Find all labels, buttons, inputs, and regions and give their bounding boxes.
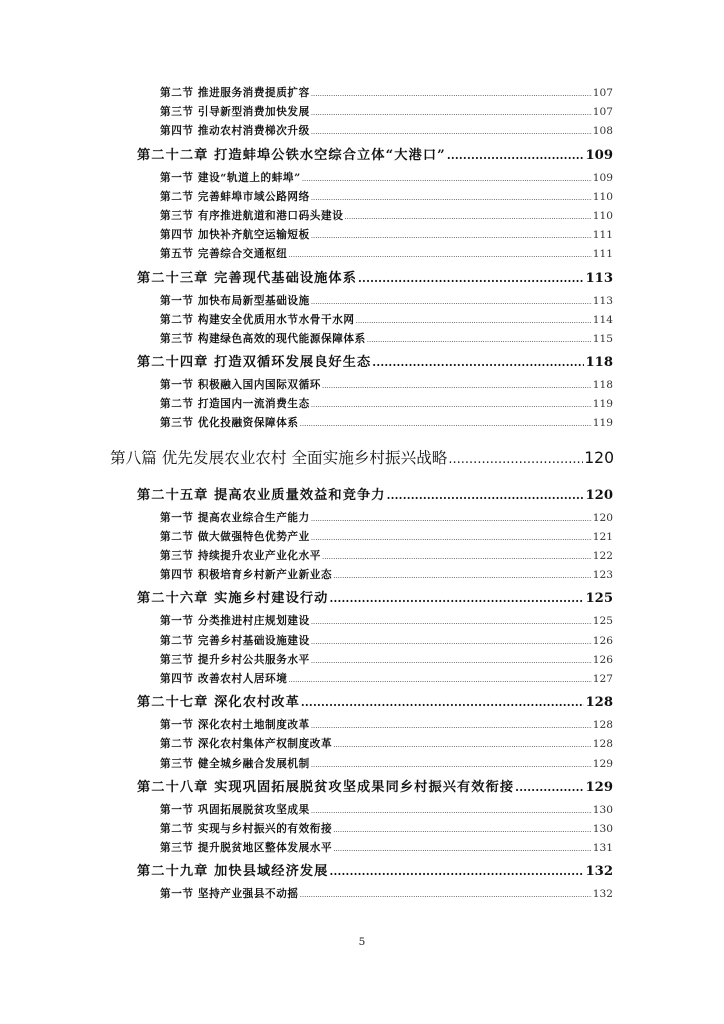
dot-leader <box>322 377 592 396</box>
toc-entry-title: 第一节 巩固拓展脱贫攻坚成果 <box>160 803 310 816</box>
toc-entry-title: 第三节 持续提升农业产业化水平 <box>160 550 321 562</box>
toc-entry-title: 第一节 提高农业综合生产能力 <box>160 511 310 524</box>
toc-entry-page: 119 <box>592 398 613 411</box>
dot-leader <box>387 482 585 509</box>
toc-entry-title: 第二十九章 加快县域经济发展 <box>137 864 329 880</box>
dot-leader <box>515 774 584 801</box>
toc-entry-section[interactable] <box>160 311 613 330</box>
toc-entry-page: 109 <box>585 147 613 163</box>
dot-leader <box>301 689 585 716</box>
toc-entry-section[interactable] <box>160 330 613 349</box>
dot-leader <box>311 227 592 246</box>
toc-entry-section[interactable] <box>160 839 613 858</box>
toc-entry-title: 第四节 改善农村人居环境 <box>160 672 288 685</box>
toc-entry-page: 121 <box>592 530 613 543</box>
dot-leader <box>311 293 592 312</box>
toc-entry-page: 109 <box>592 171 613 184</box>
toc-entry-page: 127 <box>592 672 613 685</box>
toc-entry-section[interactable] <box>160 566 613 585</box>
toc-entry-chapter[interactable] <box>137 585 613 612</box>
toc-entry-title: 第三节 健全城乡融合发展机制 <box>160 757 310 770</box>
toc-entry-title: 第二节 完善乡村基础设施建设 <box>160 634 310 647</box>
toc-entry-title: 第三节 构建绿色高效的现代能源保障体系 <box>160 332 366 345</box>
toc-entry-page: 131 <box>592 842 613 855</box>
dot-leader <box>311 85 592 104</box>
toc-entry-section[interactable] <box>160 122 613 141</box>
dot-leader <box>302 170 592 189</box>
toc-entry-section[interactable] <box>160 395 613 414</box>
toc-entry-page: 120 <box>584 448 614 467</box>
toc-entry-title: 第二节 完善蚌埠市域公路网络 <box>160 190 310 203</box>
toc-entry-page: 107 <box>592 87 613 99</box>
toc-entry-section[interactable] <box>160 376 613 395</box>
toc-entry-title: 第二十四章 打造双循环发展良好生态 <box>137 355 372 371</box>
dot-leader <box>333 821 592 840</box>
toc-entry-page: 119 <box>592 417 613 430</box>
dot-leader <box>300 415 592 434</box>
toc-entry-page: 120 <box>585 487 613 503</box>
toc-entry-page: 125 <box>592 615 613 628</box>
dot-leader <box>333 567 592 586</box>
dot-leader <box>300 886 592 905</box>
toc-entry-chapter[interactable] <box>137 482 613 509</box>
dot-leader <box>311 802 592 821</box>
toc-entry-part[interactable] <box>110 434 614 482</box>
dot-leader <box>344 208 591 227</box>
toc-entry-title: 第二十五章 提高农业质量效益和竞争力 <box>137 487 386 503</box>
toc-entry-page: 113 <box>592 294 613 307</box>
toc-entry-page: 125 <box>585 591 613 607</box>
toc-entry-chapter[interactable] <box>137 689 613 716</box>
dot-leader <box>311 633 592 652</box>
dot-leader <box>329 585 584 612</box>
toc-entry-section[interactable] <box>160 716 613 735</box>
toc-entry-title: 第二十三章 完善现代基础设施体系 <box>137 270 358 286</box>
toc-entry-title: 第四节 推动农村消费梯次升级 <box>160 125 310 138</box>
toc-entry-page: 129 <box>592 757 613 770</box>
toc-entry-title: 第四节 加快补齐航空运输短板 <box>160 229 310 242</box>
dot-leader <box>356 312 592 331</box>
dot-leader <box>358 265 584 292</box>
toc-entry-page: 111 <box>592 248 613 261</box>
toc-entry-section[interactable] <box>160 103 613 122</box>
page-number: 5 <box>358 936 366 948</box>
toc-entry-section[interactable] <box>160 509 613 528</box>
toc-entry-title: 第二节 打造国内一流消费生态 <box>160 398 310 411</box>
toc-entry-page: 118 <box>592 379 613 392</box>
dot-leader <box>311 717 592 736</box>
toc-entry-title: 第二节 推进服务消费提质扩容 <box>160 87 310 99</box>
toc-entry-page: 122 <box>592 550 613 562</box>
toc-entry-title: 第一节 积极融入国内国际双循环 <box>160 379 321 392</box>
toc-entry-page: 129 <box>585 779 613 795</box>
toc-entry-section[interactable] <box>160 528 613 547</box>
dot-leader <box>311 189 592 208</box>
toc-entry-chapter[interactable] <box>137 349 613 376</box>
toc-entry-title: 第八篇 优先发展农业农村 全面实施乡村振兴战略 <box>110 448 448 467</box>
toc-entry-page: 130 <box>592 822 613 835</box>
toc-entry-page: 126 <box>592 634 613 647</box>
toc-entry-section[interactable] <box>160 414 613 433</box>
toc-entry-title: 第二十六章 实施乡村建设行动 <box>137 591 329 607</box>
toc-entry-chapter[interactable] <box>137 265 613 292</box>
toc-entry-page: 126 <box>592 653 613 666</box>
dot-leader <box>288 246 591 265</box>
toc-entry-title: 第二节 构建安全优质用水节水骨干水网 <box>160 313 355 326</box>
toc-entry-page: 130 <box>592 803 613 816</box>
dot-leader <box>311 613 592 632</box>
toc-entry-page: 132 <box>585 864 613 880</box>
toc-entry-page: 118 <box>585 355 613 371</box>
toc-entry-title: 第三节 优化投融资保障体系 <box>160 417 299 430</box>
dot-leader <box>322 548 592 567</box>
toc-entry-section[interactable] <box>160 885 613 904</box>
dot-leader <box>311 652 592 671</box>
toc-entry-chapter[interactable] <box>137 142 613 169</box>
toc-entry-page: 108 <box>592 125 613 138</box>
toc-entry-chapter[interactable] <box>137 774 613 801</box>
toc-entry-section[interactable] <box>160 801 613 820</box>
toc-entry-section[interactable] <box>160 226 613 245</box>
table-of-contents <box>0 84 724 904</box>
toc-entry-title: 第二十八章 实现巩固拓展脱贫攻坚成果同乡村振兴有效衔接 <box>137 779 515 795</box>
dot-leader <box>311 396 592 415</box>
dot-leader <box>311 529 592 548</box>
toc-entry-page: 128 <box>592 738 613 751</box>
toc-entry-section[interactable] <box>160 651 613 670</box>
toc-entry-title: 第二节 深化农村集体产权制度改革 <box>160 738 333 751</box>
toc-entry-page: 110 <box>592 209 613 222</box>
toc-entry-section[interactable] <box>160 670 613 689</box>
toc-entry-title: 第一节 深化农村土地制度改革 <box>160 719 310 732</box>
dot-leader <box>311 123 592 142</box>
toc-entry-title: 第三节 引导新型消费加快发展 <box>160 106 310 119</box>
toc-entry-title: 第五节 完善综合交通枢纽 <box>160 248 288 261</box>
dot-leader <box>448 436 583 484</box>
toc-entry-title: 第三节 有序推进航道和港口码头建设 <box>160 209 344 222</box>
toc-entry-title: 第二节 实现与乡村振兴的有效衔接 <box>160 822 333 835</box>
dot-leader <box>311 756 592 775</box>
toc-entry-page: 115 <box>592 332 613 345</box>
toc-entry-page: 113 <box>585 270 613 286</box>
toc-entry-title: 第一节 坚持产业强县不动摇 <box>160 888 299 901</box>
dot-leader <box>311 104 592 123</box>
toc-entry-section[interactable] <box>160 547 613 566</box>
toc-entry-section[interactable] <box>160 169 613 188</box>
toc-entry-title: 第四节 积极培育乡村新产业新业态 <box>160 569 333 582</box>
toc-entry-page: 107 <box>592 106 613 119</box>
toc-entry-section[interactable] <box>160 188 613 207</box>
toc-entry-page: 114 <box>592 313 613 326</box>
toc-entry-section[interactable] <box>160 755 613 774</box>
toc-entry-title: 第一节 建设“轨道上的蚌埠” <box>160 171 301 184</box>
dot-leader <box>333 736 592 755</box>
toc-entry-section[interactable] <box>160 292 613 311</box>
toc-entry-section[interactable] <box>160 207 613 226</box>
toc-entry-section[interactable] <box>160 820 613 839</box>
toc-entry-chapter[interactable] <box>137 858 613 885</box>
toc-entry-page: 128 <box>585 695 613 711</box>
dot-leader <box>288 671 591 690</box>
toc-entry-section[interactable] <box>160 632 613 651</box>
toc-entry-page: 132 <box>592 888 613 901</box>
toc-entry-title: 第二节 做大做强特色优势产业 <box>160 530 310 543</box>
dot-leader <box>329 858 584 885</box>
toc-entry-section[interactable] <box>160 245 613 264</box>
toc-entry-page: 111 <box>592 229 613 242</box>
toc-entry-section[interactable] <box>160 84 613 103</box>
toc-entry-title: 第三节 提升乡村公共服务水平 <box>160 653 310 666</box>
toc-entry-section[interactable] <box>160 735 613 754</box>
toc-entry-page: 128 <box>592 719 613 732</box>
toc-entry-title: 第二十七章 深化农村改革 <box>137 695 300 711</box>
toc-entry-section[interactable] <box>160 612 613 631</box>
dot-leader <box>333 840 592 859</box>
dot-leader <box>367 331 592 350</box>
toc-entry-page: 110 <box>592 190 613 203</box>
toc-entry-title: 第三节 提升脱贫地区整体发展水平 <box>160 842 333 855</box>
dot-leader <box>447 142 585 169</box>
toc-entry-title: 第一节 分类推进村庄规划建设 <box>160 615 310 628</box>
dot-leader <box>372 349 584 376</box>
dot-leader <box>311 510 592 529</box>
toc-entry-page: 123 <box>592 569 613 582</box>
toc-entry-title: 第一节 加快布局新型基础设施 <box>160 294 310 307</box>
toc-entry-page: 120 <box>592 511 613 524</box>
toc-entry-title: 第二十二章 打造蚌埠公铁水空综合立体“大港口” <box>137 147 446 163</box>
